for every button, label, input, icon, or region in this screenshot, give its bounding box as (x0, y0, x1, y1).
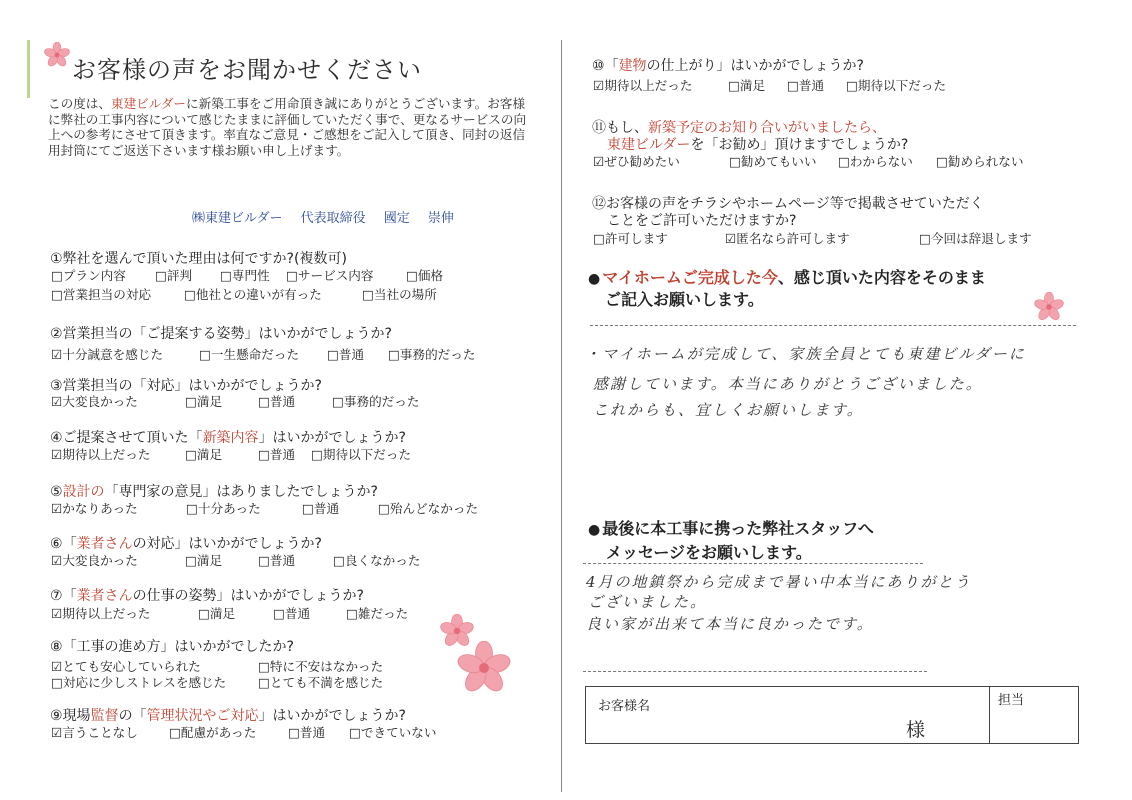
checkbox-option: ☑かなりあった (51, 501, 138, 516)
checkbox-option: □勧めてもいい (729, 154, 817, 169)
question-number: ① (50, 251, 63, 267)
staff-section-heading-2: メッセージをお願いします。 (606, 543, 812, 562)
dashed-rule (590, 325, 1076, 326)
intro-company: 東建ビルダー (110, 96, 187, 111)
question-8 (50, 636, 294, 656)
question-number: ⑦ (50, 588, 63, 604)
checkbox-option: ☑ぜひ勧めたい (593, 154, 680, 169)
company-signature: ㈱東建ビルダー 代表取締役 國定 崇伸 (192, 211, 454, 226)
checkbox-option: □普通 (273, 606, 311, 621)
checkbox-option: □対応に少しストレスを感じた (51, 675, 227, 690)
honorific-sama: 様 (906, 719, 926, 741)
intro-text-end: に新築工事をご用命頂き誠にありがとうございます。お客様に弊社の工事内容について感じたままに評価していただく事で、更なるサービスの向上への参考にさせて頂きます。率直なご意見・ご感想をご記入して頂き、同封の返信用封筒にてご返送下さいます様お願い申し上げます。 (48, 96, 527, 158)
checkbox-option: □わからない (838, 154, 913, 169)
bullet-icon: ● (588, 271, 601, 287)
checkbox-option: ☑十分誠意を感じた (51, 347, 164, 362)
question-text: 」はいかがでしょうか? (258, 430, 406, 446)
home-section-heading-2: ご記入お願いします。 (605, 290, 764, 309)
question-text: 「専門家の意見」はありましたでしょうか? (104, 484, 378, 500)
checkbox-option: ☑期待以上だった (51, 606, 151, 621)
question-highlight: 業者さん (76, 536, 133, 552)
checkbox-option: □プラン内容 (51, 268, 126, 283)
question-number: ⑨ (50, 708, 63, 724)
question-text: 「 (62, 536, 77, 552)
question-highlight: 業者さん (76, 588, 133, 604)
customer-name-box (585, 686, 1079, 744)
question-text: 営業担当の「対応」はいかがでしょうか? (62, 378, 322, 394)
checkbox-option: □普通 (258, 394, 296, 409)
checkbox-option: □十分あった (186, 501, 261, 516)
question-highlight: 東建ビルダー (607, 137, 691, 153)
dashed-rule (583, 671, 927, 672)
staff-section-heading (588, 516, 874, 539)
question-text: 「 (62, 588, 77, 604)
checkbox-option: □期待以下だった (846, 78, 947, 93)
question-12-options (593, 228, 1063, 244)
checkbox-option: ☑とても安心していられた (51, 659, 201, 674)
checkbox-option: □許可します (593, 231, 668, 246)
checkbox-option: □今回は辞退します (919, 231, 1032, 246)
question-highlight: 監督 (90, 708, 119, 724)
checkbox-option: □できていない (349, 725, 437, 740)
cherry-blossom-icon (44, 42, 70, 68)
question-text: 「 (604, 58, 619, 74)
checkbox-option: □普通 (302, 501, 340, 516)
question-number: ⑩ (592, 58, 605, 74)
checkbox-option: □特に不安はなかった (258, 659, 384, 674)
checkbox-option: □事務的だった (388, 347, 476, 362)
page-title: お客様の声をお聞かせください (72, 56, 422, 84)
checkbox-option: □期待以下だった (311, 447, 412, 462)
dashed-rule (583, 563, 923, 564)
home-section-text: 、感じ頂いた内容をそのまま (777, 268, 986, 287)
staff-handwritten-line-3: 良い家が出来て本当に良かったです。 (586, 615, 874, 633)
checkbox-option: □良くなかった (333, 553, 421, 568)
checkbox-option: □評判 (155, 268, 193, 283)
column-divider (561, 40, 562, 792)
checkbox-option: □専門性 (220, 268, 270, 283)
checkbox-option: ☑期待以上だった (51, 447, 151, 462)
accent-bar (27, 40, 30, 98)
checkbox-option: □普通 (258, 447, 296, 462)
checkbox-option: □普通 (288, 725, 326, 740)
question-text: お客様の声をチラシやホームページ等で掲載させていただく (606, 196, 984, 212)
home-handwritten-line-1: ・マイホームが完成して、家族全員とても東建ビルダーに (585, 345, 1026, 363)
checkbox-option: □満足 (185, 447, 223, 462)
checkbox-option: □普通 (258, 553, 296, 568)
question-text: の「 (118, 708, 147, 724)
question-highlight: 管理状況やご対応 (146, 708, 259, 724)
question-text: 営業担当の「ご提案する姿勢」はいかがでしょうか? (62, 326, 392, 342)
checkbox-option: □勧められない (936, 154, 1024, 169)
question-number: ⑪ (592, 120, 606, 136)
question-7 (50, 585, 364, 605)
question-text: を「お勧め」頂けますでしょうか? (690, 137, 909, 153)
question-highlight: 建物 (618, 58, 647, 74)
question-text: ご提案させて頂いた「 (62, 430, 203, 446)
cherry-blossom-icon (457, 641, 511, 695)
checkbox-option: ☑大変良かった (51, 394, 138, 409)
home-section-heading (588, 265, 986, 288)
question-10 (592, 55, 864, 75)
checkbox-option: □事務的だった (332, 394, 420, 409)
checkbox-option: ☑期待以上だった (593, 78, 693, 93)
checkbox-option: ☑言うことなし (51, 725, 138, 740)
question-number: ⑤ (50, 484, 63, 500)
customer-name-label: お客様名 (598, 699, 651, 714)
home-section-highlight: マイホームご完成した今 (602, 268, 778, 287)
checkbox-option: □殆んどなかった (378, 501, 479, 516)
question-number: ③ (50, 378, 63, 394)
checkbox-option: □営業担当の対応 (51, 287, 152, 302)
question-text: もし、 (606, 120, 648, 136)
question-text: 」はいかがでしょうか? (258, 708, 406, 724)
checkbox-option: □満足 (185, 553, 223, 568)
checkbox-option: □当社の場所 (362, 287, 437, 302)
home-handwritten-line-3: これからも、宜しくお願いします。 (593, 401, 864, 419)
question-highlight: 新築予定のお知り合いがいましたら、 (648, 120, 886, 136)
question-number: ⑧ (50, 639, 63, 655)
checkbox-option: □配慮があった (169, 725, 257, 740)
question-2 (50, 323, 392, 343)
question-text: の仕上がり」はいかがでしょうか? (646, 58, 864, 74)
staff-label: 担当 (998, 693, 1025, 708)
question-highlight: 新築内容 (202, 430, 259, 446)
checkbox-option: ☑大変良かった (51, 553, 138, 568)
checkbox-option: □満足 (728, 78, 766, 93)
checkbox-option: □他社との違いが有った (184, 287, 322, 302)
checkbox-option: □価格 (406, 268, 444, 283)
staff-handwritten-line-1: 4月の地鎮祭から完成まで暑い中本当にありがとう (586, 573, 972, 591)
bullet-icon: ● (588, 522, 601, 538)
checkbox-option: □普通 (327, 347, 365, 362)
question-number: ⑥ (50, 536, 63, 552)
checkbox-option: ☑匿名なら許可します (725, 231, 850, 246)
intro-paragraph (48, 96, 536, 158)
checkbox-option: □満足 (198, 606, 236, 621)
checkbox-option: □雑だった (346, 606, 409, 621)
question-12-line-2: ことをご許可いただけますか? (607, 213, 797, 229)
staff-section-text: 最後に本工事に携った弊社スタッフへ (602, 519, 874, 538)
question-text: の対応」はいかがでしょうか? (132, 536, 322, 552)
question-text: 「工事の進め方」はいかがでしたか? (62, 639, 294, 655)
question-text: の仕事の姿勢」はいかがでしょうか? (132, 588, 364, 604)
question-number: ② (50, 326, 63, 342)
question-text: 弊社を選んで頂いた理由は何ですか?(複数可) (62, 251, 347, 267)
question-text: 現場 (62, 708, 91, 724)
question-number: ④ (50, 430, 63, 446)
question-number: ⑫ (592, 196, 606, 212)
checkbox-option: □満足 (185, 394, 223, 409)
question-highlight: 設計の (62, 484, 105, 500)
staff-handwritten-line-2: ございました。 (588, 593, 708, 611)
checkbox-option: □普通 (787, 78, 825, 93)
checkbox-option: □サービス内容 (286, 268, 374, 283)
question-11-options (593, 151, 1063, 167)
checkbox-option: □とても不満を感じた (258, 675, 384, 690)
checkbox-option: □一生懸命だった (199, 347, 300, 362)
box-divider (989, 687, 990, 743)
intro-text-start: この度は、 (48, 96, 111, 111)
home-handwritten-line-2: 感謝しています。本当にありがとうございました。 (593, 375, 983, 393)
cherry-blossom-icon (1034, 292, 1064, 322)
